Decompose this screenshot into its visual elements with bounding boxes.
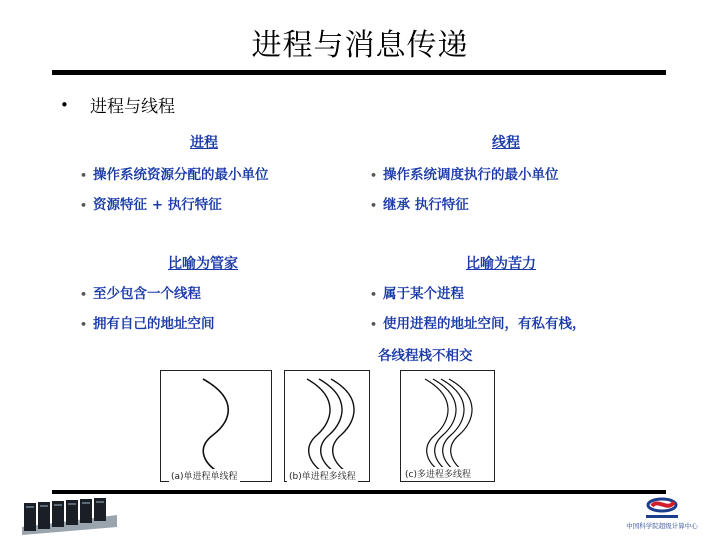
bullet-dot: • [80,199,88,212]
figure-caption-a: (a)单进程单线程 [169,469,240,482]
thread-analogy-item [370,282,464,302]
thread-header: 线程 [492,135,520,151]
process-analogy-item [80,312,215,332]
main-bullet: • [60,96,69,114]
thread-model-figure [160,370,495,482]
multi-thread-curves [285,371,371,483]
single-thread-curve [161,371,273,483]
process-analogy-item [80,282,201,302]
process-item-text: 操作系统资源分配的最小单位 [93,167,269,183]
thread-analogy-continuation: 各线程栈不相交 [378,348,473,364]
thread-analogy-header: 比喻为苦力 [466,256,536,272]
bullet-dot: • [370,318,378,331]
process-item-text: 资源特征 + 执行特征 [93,197,222,213]
slide-title: 进程与消息传递 [251,28,469,63]
process-analogy-text: 拥有自己的地址空间 [93,316,215,332]
figure-caption-b: (b)单进程多线程 [287,469,358,482]
bullet-dot: • [370,199,378,212]
panel-single-process-single-thread [160,370,272,482]
process-item [80,193,222,213]
thread-item [370,163,559,183]
panel-single-process-multi-thread [284,370,370,482]
thread-item-text: 操作系统调度执行的最小单位 [383,167,559,183]
thread-analogy-text: 属于某个进程 [383,286,465,302]
logo-text: 中国科学院超级计算中心 [626,522,698,530]
figure-caption-c: (c)多进程多线程 [403,467,473,480]
title-divider [52,70,666,75]
main-point: 进程与线程 [90,97,175,117]
thread-item [370,193,469,213]
thread-analogy-item [370,312,586,332]
sccas-logo-icon [612,496,712,536]
bullet-dot: • [370,288,378,301]
server-rack-icon [22,497,117,535]
bullet-dot: • [80,288,88,301]
process-header: 进程 [190,135,218,151]
thread-item-text: 继承 执行特征 [383,197,469,213]
footer-divider [52,490,666,494]
bullet-dot: • [80,169,88,182]
bullet-dot: • [370,169,378,182]
process-analogy-text: 至少包含一个线程 [93,286,202,302]
bullet-dot: • [80,318,88,331]
process-item [80,163,269,183]
thread-analogy-text: 使用进程的地址空间，有私有栈， [383,316,586,332]
panel-multi-process-multi-thread [400,370,495,482]
process-analogy-header: 比喻为管家 [168,256,238,272]
